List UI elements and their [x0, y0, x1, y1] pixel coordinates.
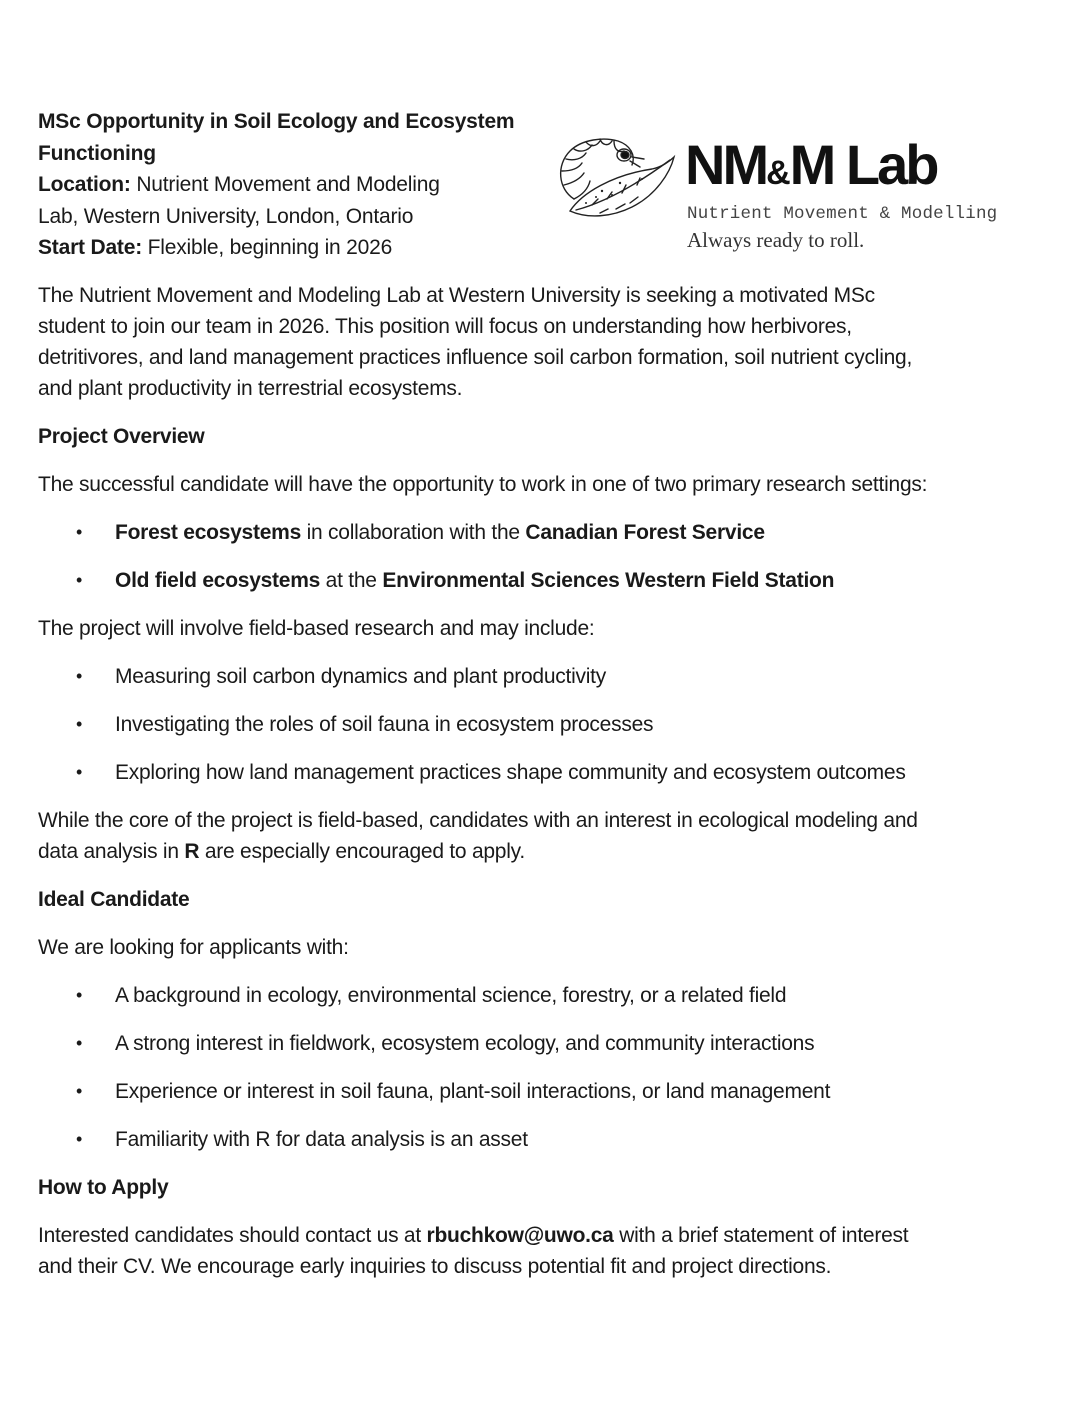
location-value: Nutrient Movement and Modeling: [130, 173, 440, 196]
pill-bug-illustration-icon: [552, 133, 677, 225]
list-item: [38, 980, 1043, 1011]
apply-text: with a brief statement of interest: [613, 1224, 909, 1247]
wordmark-nm: NM: [685, 133, 767, 196]
location-line-1: [38, 169, 558, 201]
modeling-line: While the core of the project is field-based, candidates with an interest in ecological modeling and: [38, 809, 918, 832]
contact-email-link[interactable]: rbuchkow@uwo.ca: [426, 1224, 614, 1247]
list-item: [38, 661, 1043, 692]
modeling-line: are especially encouraged to apply.: [199, 840, 525, 863]
apply-text: and their CV. We encourage early inquiries to discuss potential fit and project directions.: [38, 1255, 832, 1278]
setting-partner: Canadian Forest Service: [525, 521, 765, 544]
start-date-line: [38, 232, 558, 264]
intro-line: and plant productivity in terrestrial ecosystems.: [38, 377, 463, 400]
setting-text: in collaboration with the: [301, 521, 526, 544]
list-item: [38, 565, 1043, 596]
lab-logo: [552, 133, 1022, 258]
location-line-2: Lab, Western University, London, Ontario: [38, 204, 414, 228]
posting-body: [38, 280, 1043, 1282]
list-item: [38, 1028, 1043, 1059]
r-language-emphasis: R: [184, 840, 200, 863]
location-label: Location:: [38, 173, 131, 196]
list-item: [38, 1124, 1043, 1155]
setting-name: Old field ecosystems: [115, 569, 321, 592]
start-date-label: Start Date:: [38, 236, 142, 259]
list-item-text: A strong interest in fieldwork, ecosystem ecology, and community interactions: [115, 1032, 815, 1055]
list-item-text: Experience or interest in soil fauna, plant-soil interactions, or land management: [115, 1080, 831, 1103]
how-to-apply-paragraph: [38, 1220, 1043, 1282]
ideal-candidate-list: [38, 980, 1043, 1155]
bullet-icon: •: [76, 1033, 83, 1053]
list-item-text: Measuring soil carbon dynamics and plant productivity: [115, 665, 607, 688]
setting-name: Forest ecosystems: [115, 521, 302, 544]
bullet-icon: •: [76, 1081, 83, 1101]
apply-text: Interested candidates should contact us at: [38, 1224, 427, 1247]
start-date-value: Flexible, beginning in 2026: [142, 236, 393, 259]
intro-line: student to join our team in 2026. This position will focus on understanding how herbivores,: [38, 315, 852, 338]
posting-title-line-1: MSc Opportunity in Soil Ecology and Ecosystem: [38, 110, 515, 133]
lab-wordmark: [685, 133, 936, 205]
research-items-list: [38, 661, 1043, 788]
intro-line: detritivores, and land management practices influence soil carbon formation, soil nutrient cycling,: [38, 346, 913, 369]
section-heading-project-overview: Project Overview: [38, 425, 205, 448]
research-settings-list: [38, 517, 1043, 596]
setting-text: at the: [320, 569, 383, 592]
list-item-text: Investigating the roles of soil fauna in ecosystem processes: [115, 713, 654, 736]
section-heading-how-to-apply: How to Apply: [38, 1176, 169, 1199]
list-item: [38, 757, 1043, 788]
ideal-candidate-lead: We are looking for applicants with:: [38, 936, 349, 959]
list-item: [38, 709, 1043, 740]
list-item-text: A background in ecology, environmental science, forestry, or a related field: [115, 984, 787, 1007]
bullet-icon: •: [76, 714, 83, 734]
intro-paragraph: [38, 280, 1043, 404]
list-item: [38, 1076, 1043, 1107]
wordmark-m-lab: M Lab: [789, 133, 937, 196]
bullet-icon: •: [76, 985, 83, 1005]
research-items-lead: The project will involve field-based research and may include:: [38, 617, 595, 640]
wordmark-ampersand: &: [766, 154, 790, 192]
lab-subtitle: Nutrient Movement & Modelling: [687, 204, 998, 224]
posting-header: [38, 106, 558, 264]
intro-line: The Nutrient Movement and Modeling Lab at Western University is seeking a motivated MSc: [38, 284, 875, 307]
setting-partner: Environmental Sciences Western Field Station: [382, 569, 835, 592]
bullet-icon: •: [76, 570, 83, 590]
list-item: [38, 517, 1043, 548]
list-item-text: Familiarity with R for data analysis is an asset: [115, 1128, 528, 1151]
section-heading-ideal-candidate: Ideal Candidate: [38, 888, 190, 911]
bullet-icon: •: [76, 522, 83, 542]
modeling-paragraph: [38, 805, 1043, 867]
lab-tagline: Always ready to roll.: [687, 228, 865, 252]
bullet-icon: •: [76, 1129, 83, 1149]
list-item-text: Exploring how land management practices shape community and ecosystem outcomes: [115, 761, 906, 784]
bullet-icon: •: [76, 666, 83, 686]
research-settings-lead: The successful candidate will have the opportunity to work in one of two primary research settings:: [38, 473, 928, 496]
modeling-line: data analysis in: [38, 840, 185, 863]
posting-title-line-2: Functioning: [38, 141, 156, 165]
bullet-icon: •: [76, 762, 83, 782]
